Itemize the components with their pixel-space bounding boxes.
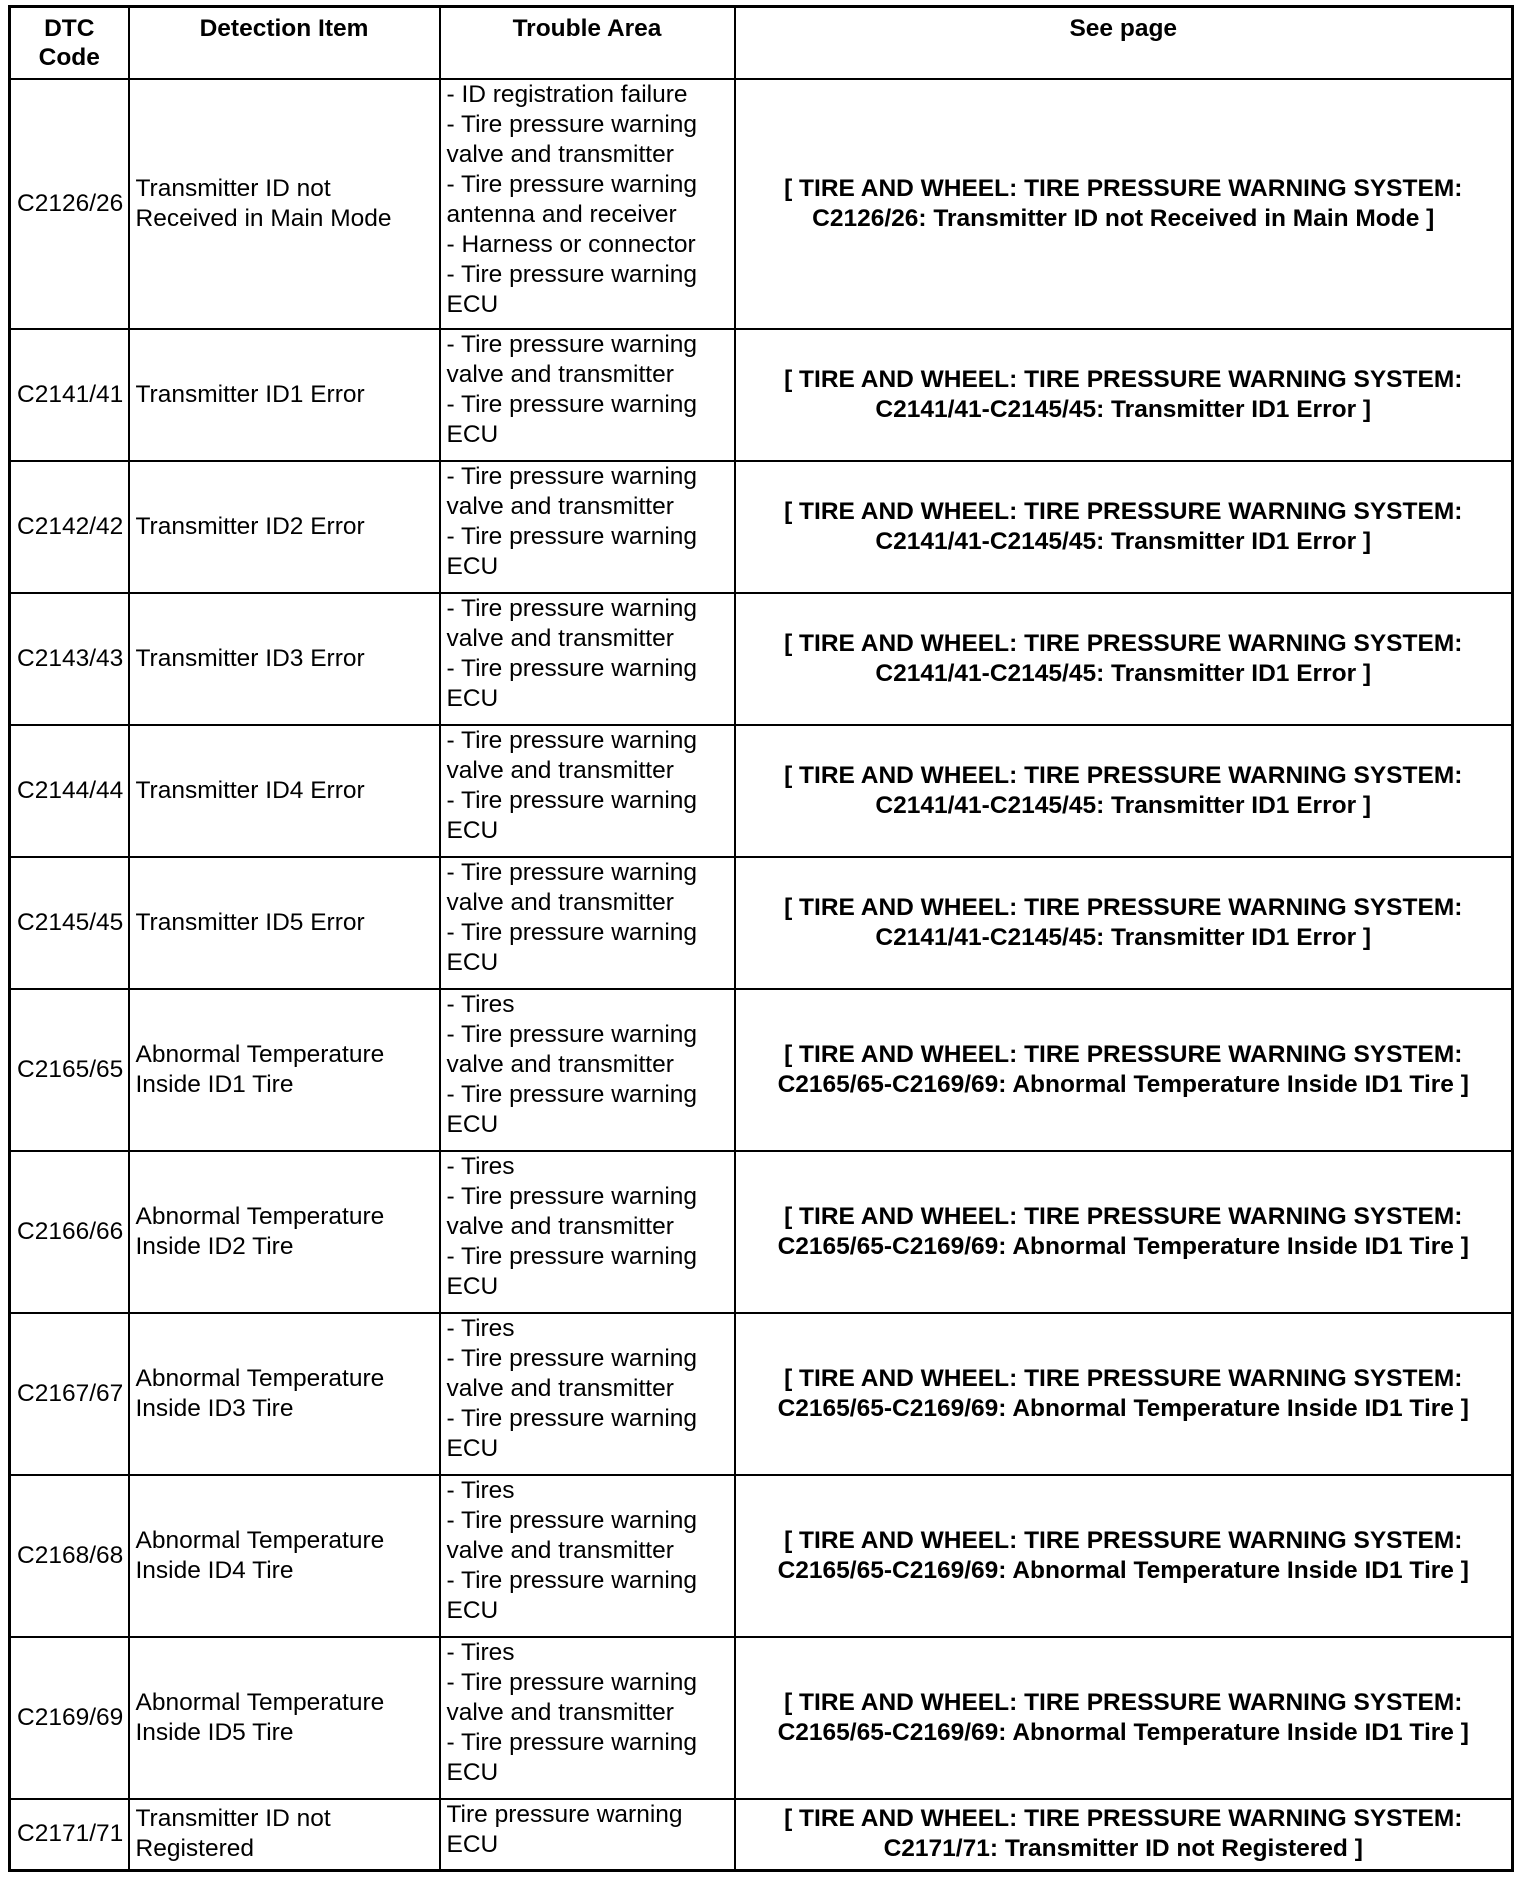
trouble-area-cell xyxy=(440,1313,735,1475)
see-page-link-line: [ TIRE AND WHEEL: TIRE PRESSURE WARNING SYSTEM: xyxy=(784,1040,1463,1068)
detection-item-cell xyxy=(129,593,440,725)
see-page-link-line: C2171/71: Transmitter ID not Registered ] xyxy=(883,1835,1363,1863)
detection-item-line: Transmitter ID3 Error xyxy=(135,644,365,672)
see-page-link-cell xyxy=(735,1313,1513,1475)
see-page-link-line: C2165/65-C2169/69: Abnormal Temperature Inside ID1 Tire ] xyxy=(777,1232,1469,1260)
detection-item-cell xyxy=(129,1313,440,1475)
trouble-area-cell xyxy=(440,1637,735,1799)
detection-item-cell xyxy=(129,79,440,329)
trouble-area-line: ECU xyxy=(446,948,499,976)
trouble-area-line: ECU xyxy=(446,1110,499,1138)
detection-item-cell xyxy=(129,1475,440,1637)
trouble-area-line: - Tire pressure warning xyxy=(446,110,698,138)
see-page-link-line: [ TIRE AND WHEEL: TIRE PRESSURE WARNING SYSTEM: xyxy=(784,1526,1463,1554)
see-page-link-line: C2141/41-C2145/45: Transmitter ID1 Error ] xyxy=(875,527,1372,555)
dtc-code-cell: C2169/69 xyxy=(10,1637,129,1799)
see-page-link-line: [ TIRE AND WHEEL: TIRE PRESSURE WARNING SYSTEM: xyxy=(784,1805,1463,1833)
dtc-code-cell: C2166/66 xyxy=(10,1151,129,1313)
dtc-code-cell: C2171/71 xyxy=(10,1799,129,1871)
see-page-link-line: [ TIRE AND WHEEL: TIRE PRESSURE WARNING SYSTEM: xyxy=(784,893,1463,921)
trouble-area-line: - Tires xyxy=(446,1638,515,1666)
trouble-area-line: - Tire pressure warning xyxy=(446,1344,698,1372)
detection-item-line: Transmitter ID5 Error xyxy=(135,908,365,936)
table-row xyxy=(10,857,1513,989)
detection-item-line: Transmitter ID4 Error xyxy=(135,776,365,804)
detection-item-line: Inside ID4 Tire xyxy=(135,1556,294,1584)
trouble-area-line: - Tire pressure warning xyxy=(446,594,698,622)
see-page-link-line: C2165/65-C2169/69: Abnormal Temperature Inside ID1 Tire ] xyxy=(777,1394,1469,1422)
trouble-area-cell xyxy=(440,989,735,1151)
detection-item-line: Transmitter ID2 Error xyxy=(135,512,365,540)
trouble-area-line: - Tire pressure warning xyxy=(446,726,698,754)
trouble-area-cell xyxy=(440,1151,735,1313)
see-page-link-line: [ TIRE AND WHEEL: TIRE PRESSURE WARNING SYSTEM: xyxy=(784,1688,1463,1716)
trouble-area-line: valve and transmitter xyxy=(446,1212,674,1240)
table-row xyxy=(10,593,1513,725)
see-page-link-cell xyxy=(735,989,1513,1151)
trouble-area-line: ECU xyxy=(446,290,499,318)
detection-item-line: Abnormal Temperature xyxy=(135,1688,385,1716)
see-page-link-line: C2126/26: Transmitter ID not Received in Main Mode ] xyxy=(812,204,1435,232)
table-row xyxy=(10,1313,1513,1475)
see-page-link-cell xyxy=(735,1475,1513,1637)
detection-item-cell xyxy=(129,1799,440,1871)
see-page-link-line: [ TIRE AND WHEEL: TIRE PRESSURE WARNING SYSTEM: xyxy=(784,497,1463,525)
detection-item-cell xyxy=(129,857,440,989)
see-page-link-cell xyxy=(735,461,1513,593)
see-page-link-line: C2141/41-C2145/45: Transmitter ID1 Error ] xyxy=(875,395,1372,423)
see-page-link-line: [ TIRE AND WHEEL: TIRE PRESSURE WARNING SYSTEM: xyxy=(784,1364,1463,1392)
header-dtc-code xyxy=(10,7,129,79)
trouble-area-cell xyxy=(440,329,735,461)
trouble-area-line: - Tires xyxy=(446,1152,515,1180)
trouble-area-line: ECU xyxy=(446,684,499,712)
header-dtc-code-line: DTC xyxy=(44,15,95,42)
dtc-code-cell: C2142/42 xyxy=(10,461,129,593)
trouble-area-line: ECU xyxy=(446,1758,499,1786)
detection-item-line: Inside ID2 Tire xyxy=(135,1232,294,1260)
trouble-area-line: - Tire pressure warning xyxy=(446,1020,698,1048)
trouble-area-line: - Tire pressure warning xyxy=(446,1506,698,1534)
trouble-area-line: valve and transmitter xyxy=(446,756,674,784)
trouble-area-line: - Harness or connector xyxy=(446,230,696,258)
trouble-area-line: - Tire pressure warning xyxy=(446,654,698,682)
dtc-code-cell: C2165/65 xyxy=(10,989,129,1151)
trouble-area-line: valve and transmitter xyxy=(446,1050,674,1078)
trouble-area-line: valve and transmitter xyxy=(446,1374,674,1402)
trouble-area-line: - Tire pressure warning xyxy=(446,1242,698,1270)
see-page-link-line: C2165/65-C2169/69: Abnormal Temperature Inside ID1 Tire ] xyxy=(777,1718,1469,1746)
table-body xyxy=(10,79,1513,1871)
trouble-area-line: - Tire pressure warning xyxy=(446,786,698,814)
trouble-area-line: ECU xyxy=(446,816,499,844)
detection-item-cell xyxy=(129,1151,440,1313)
detection-item-line: Abnormal Temperature xyxy=(135,1202,385,1230)
see-page-link-cell xyxy=(735,1637,1513,1799)
table-row xyxy=(10,1475,1513,1637)
see-page-link-cell xyxy=(735,329,1513,461)
table-row xyxy=(10,725,1513,857)
trouble-area-line: ECU xyxy=(446,1434,499,1462)
table-row xyxy=(10,79,1513,329)
trouble-area-line: valve and transmitter xyxy=(446,492,674,520)
trouble-area-line: valve and transmitter xyxy=(446,888,674,916)
trouble-area-line: ECU xyxy=(446,552,499,580)
trouble-area-line: valve and transmitter xyxy=(446,1536,674,1564)
trouble-area-cell xyxy=(440,1799,735,1871)
see-page-link-line: C2165/65-C2169/69: Abnormal Temperature Inside ID1 Tire ] xyxy=(777,1070,1469,1098)
dtc-code-cell: C2145/45 xyxy=(10,857,129,989)
trouble-area-line: ECU xyxy=(446,1596,499,1624)
trouble-area-line: - Tire pressure warning xyxy=(446,390,698,418)
trouble-area-line: Tire pressure warning xyxy=(446,1800,683,1828)
trouble-area-cell xyxy=(440,593,735,725)
table-row xyxy=(10,1637,1513,1799)
trouble-area-line: - Tire pressure warning xyxy=(446,330,698,358)
see-page-link-cell xyxy=(735,593,1513,725)
see-page-link-line: C2141/41-C2145/45: Transmitter ID1 Error ] xyxy=(875,791,1372,819)
see-page-link-cell xyxy=(735,1151,1513,1313)
trouble-area-line: valve and transmitter xyxy=(446,1698,674,1726)
see-page-link-line: C2141/41-C2145/45: Transmitter ID1 Error ] xyxy=(875,923,1372,951)
trouble-area-line: - Tire pressure warning xyxy=(446,918,698,946)
see-page-link-line: [ TIRE AND WHEEL: TIRE PRESSURE WARNING SYSTEM: xyxy=(784,1202,1463,1230)
trouble-area-line: ECU xyxy=(446,1830,499,1858)
trouble-area-line: valve and transmitter xyxy=(446,140,674,168)
trouble-area-line: - Tires xyxy=(446,1476,515,1504)
trouble-area-line: ECU xyxy=(446,1272,499,1300)
table-row xyxy=(10,461,1513,593)
table-row xyxy=(10,989,1513,1151)
detection-item-cell xyxy=(129,1637,440,1799)
detection-item-line: Transmitter ID not xyxy=(135,174,331,202)
detection-item-line: Inside ID1 Tire xyxy=(135,1070,294,1098)
see-page-link-line: [ TIRE AND WHEEL: TIRE PRESSURE WARNING SYSTEM: xyxy=(784,174,1463,202)
dtc-code-cell: C2167/67 xyxy=(10,1313,129,1475)
detection-item-line: Received in Main Mode xyxy=(135,204,392,232)
see-page-link-cell xyxy=(735,79,1513,329)
trouble-area-cell xyxy=(440,725,735,857)
table-row xyxy=(10,1799,1513,1871)
header-dtc-code-line: Code xyxy=(38,44,100,71)
trouble-area-cell xyxy=(440,79,735,329)
trouble-area-line: - Tire pressure warning xyxy=(446,462,698,490)
dtc-code-cell: C2168/68 xyxy=(10,1475,129,1637)
trouble-area-line: - Tire pressure warning xyxy=(446,260,698,288)
see-page-link-line: C2141/41-C2145/45: Transmitter ID1 Error ] xyxy=(875,659,1372,687)
detection-item-cell xyxy=(129,461,440,593)
see-page-link-line: [ TIRE AND WHEEL: TIRE PRESSURE WARNING SYSTEM: xyxy=(784,761,1463,789)
dtc-table-container xyxy=(8,5,1511,1872)
trouble-area-line: - Tire pressure warning xyxy=(446,1080,698,1108)
dtc-code-cell: C2141/41 xyxy=(10,329,129,461)
detection-item-line: Abnormal Temperature xyxy=(135,1040,385,1068)
trouble-area-line: - Tire pressure warning xyxy=(446,1404,698,1432)
detection-item-cell xyxy=(129,329,440,461)
trouble-area-cell xyxy=(440,461,735,593)
trouble-area-line: - Tires xyxy=(446,990,515,1018)
trouble-area-cell xyxy=(440,857,735,989)
trouble-area-line: - Tire pressure warning xyxy=(446,1668,698,1696)
trouble-area-line: - Tires xyxy=(446,1314,515,1342)
detection-item-line: Abnormal Temperature xyxy=(135,1526,385,1554)
table-header-row xyxy=(10,7,1513,79)
detection-item-line: Abnormal Temperature xyxy=(135,1364,385,1392)
table-row xyxy=(10,1151,1513,1313)
trouble-area-line: - ID registration failure xyxy=(446,80,688,108)
detection-item-line: Registered xyxy=(135,1835,254,1863)
see-page-link-cell xyxy=(735,857,1513,989)
trouble-area-line: antenna and receiver xyxy=(446,200,677,228)
dtc-table xyxy=(8,5,1514,1872)
see-page-link-line: [ TIRE AND WHEEL: TIRE PRESSURE WARNING SYSTEM: xyxy=(784,629,1463,657)
detection-item-line: Inside ID5 Tire xyxy=(135,1718,294,1746)
header-detection-item: Detection Item xyxy=(129,7,440,79)
trouble-area-line: - Tire pressure warning xyxy=(446,1566,698,1594)
trouble-area-cell xyxy=(440,1475,735,1637)
header-trouble-area: Trouble Area xyxy=(440,7,735,79)
see-page-link-line: [ TIRE AND WHEEL: TIRE PRESSURE WARNING SYSTEM: xyxy=(784,365,1463,393)
detection-item-cell xyxy=(129,989,440,1151)
trouble-area-line: - Tire pressure warning xyxy=(446,858,698,886)
see-page-link-cell xyxy=(735,1799,1513,1871)
see-page-link-cell xyxy=(735,725,1513,857)
table-row xyxy=(10,329,1513,461)
see-page-link-line: C2165/65-C2169/69: Abnormal Temperature Inside ID1 Tire ] xyxy=(777,1556,1469,1584)
dtc-code-cell: C2144/44 xyxy=(10,725,129,857)
trouble-area-line: valve and transmitter xyxy=(446,624,674,652)
detection-item-cell xyxy=(129,725,440,857)
dtc-code-cell: C2126/26 xyxy=(10,79,129,329)
dtc-code-cell: C2143/43 xyxy=(10,593,129,725)
trouble-area-line: valve and transmitter xyxy=(446,360,674,388)
header-see-page: See page xyxy=(735,7,1513,79)
trouble-area-line: - Tire pressure warning xyxy=(446,1728,698,1756)
trouble-area-line: - Tire pressure warning xyxy=(446,170,698,198)
detection-item-line: Inside ID3 Tire xyxy=(135,1394,294,1422)
trouble-area-line: - Tire pressure warning xyxy=(446,1182,698,1210)
detection-item-line: Transmitter ID1 Error xyxy=(135,380,365,408)
trouble-area-line: ECU xyxy=(446,420,499,448)
detection-item-line: Transmitter ID not xyxy=(135,1805,331,1833)
trouble-area-line: - Tire pressure warning xyxy=(446,522,698,550)
